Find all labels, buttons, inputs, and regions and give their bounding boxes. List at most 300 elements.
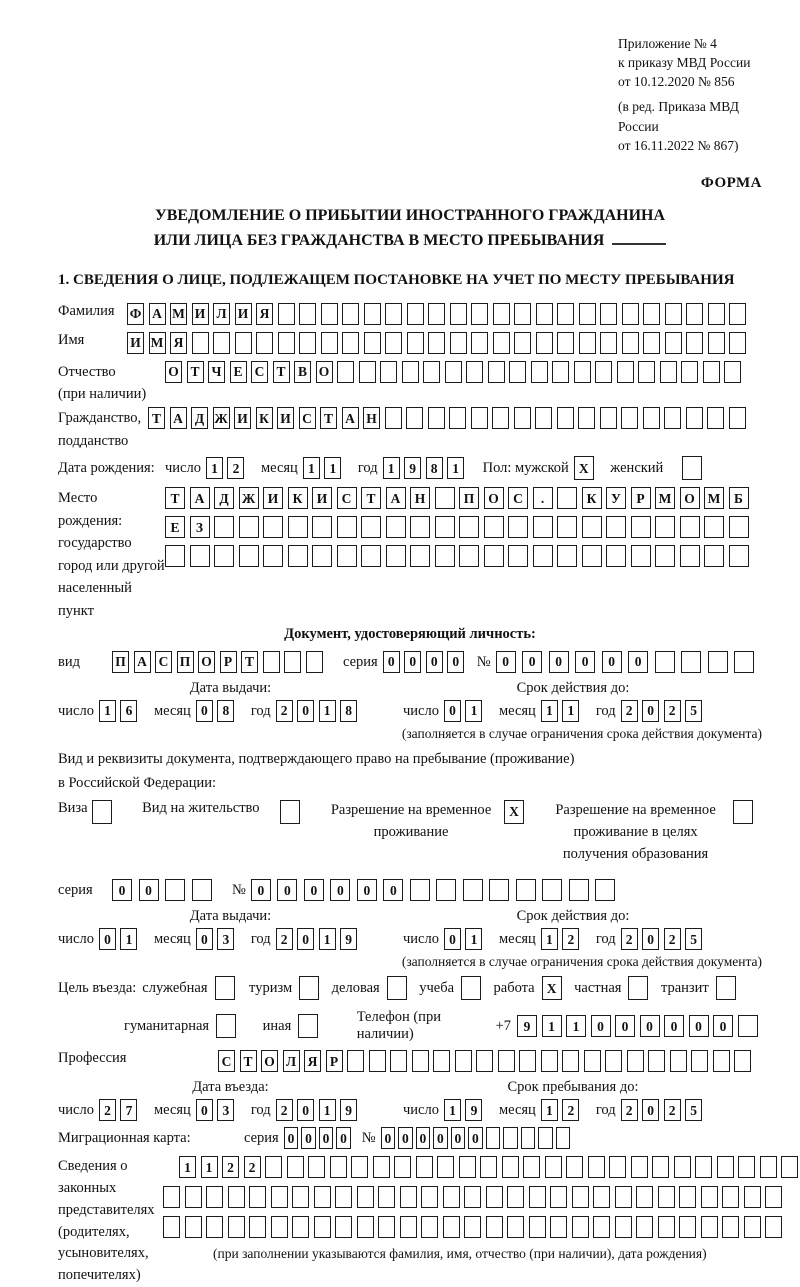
- char-cell[interactable]: [622, 332, 639, 354]
- char-cell[interactable]: 0: [196, 700, 213, 722]
- char-cell[interactable]: [562, 1050, 579, 1072]
- char-cell[interactable]: 1: [562, 700, 579, 722]
- char-cell[interactable]: Ж: [239, 487, 259, 509]
- char-cell[interactable]: 0: [640, 1015, 660, 1037]
- char-cell[interactable]: [569, 879, 589, 901]
- char-cell[interactable]: [185, 1216, 202, 1238]
- char-cell[interactable]: [615, 1186, 632, 1208]
- char-cell[interactable]: [708, 651, 728, 673]
- char-cell[interactable]: [631, 1156, 648, 1178]
- char-cell[interactable]: [738, 1015, 758, 1037]
- char-cell[interactable]: [263, 516, 283, 538]
- char-cell[interactable]: Р: [631, 487, 651, 509]
- char-cell[interactable]: 5: [685, 928, 702, 950]
- char-cell[interactable]: А: [149, 303, 166, 325]
- char-cell[interactable]: [507, 1186, 524, 1208]
- char-cell[interactable]: [459, 516, 479, 538]
- char-cell[interactable]: [704, 516, 724, 538]
- char-cell[interactable]: [631, 516, 651, 538]
- char-cell[interactable]: [638, 361, 655, 383]
- char-cell[interactable]: [717, 1156, 734, 1178]
- char-cell[interactable]: 0: [336, 1127, 351, 1149]
- char-cell[interactable]: [394, 1156, 411, 1178]
- char-cell[interactable]: [298, 1014, 318, 1038]
- char-cell[interactable]: [385, 407, 402, 429]
- char-cell[interactable]: 0: [426, 651, 443, 673]
- char-cell[interactable]: Т: [320, 407, 337, 429]
- char-cell[interactable]: П: [459, 487, 479, 509]
- char-cell[interactable]: И: [312, 487, 332, 509]
- char-cell[interactable]: Т: [241, 651, 258, 673]
- char-cell[interactable]: [364, 303, 381, 325]
- char-cell[interactable]: [686, 332, 703, 354]
- char-cell[interactable]: 1: [383, 457, 400, 479]
- char-cell[interactable]: 7: [120, 1099, 137, 1121]
- char-cell[interactable]: X: [542, 976, 562, 1000]
- char-cell[interactable]: [428, 303, 445, 325]
- char-cell[interactable]: И: [234, 407, 251, 429]
- char-cell[interactable]: [681, 651, 701, 673]
- char-cell[interactable]: [670, 1050, 687, 1072]
- char-cell[interactable]: [557, 303, 574, 325]
- char-cell[interactable]: [185, 1186, 202, 1208]
- char-cell[interactable]: [713, 1050, 730, 1072]
- char-cell[interactable]: Т: [165, 487, 185, 509]
- char-cell[interactable]: [380, 361, 397, 383]
- char-cell[interactable]: [502, 1156, 519, 1178]
- char-cell[interactable]: [357, 1216, 374, 1238]
- char-cell[interactable]: [679, 1216, 696, 1238]
- char-cell[interactable]: [386, 545, 406, 567]
- char-cell[interactable]: [299, 303, 316, 325]
- char-cell[interactable]: [239, 516, 259, 538]
- char-cell[interactable]: [308, 1156, 325, 1178]
- char-cell[interactable]: 0: [277, 879, 297, 901]
- char-cell[interactable]: [335, 1186, 352, 1208]
- char-cell[interactable]: 1: [303, 457, 320, 479]
- char-cell[interactable]: 0: [549, 651, 569, 673]
- char-cell[interactable]: [765, 1216, 782, 1238]
- char-cell[interactable]: [385, 303, 402, 325]
- char-cell[interactable]: [428, 407, 445, 429]
- char-cell[interactable]: [402, 361, 419, 383]
- char-cell[interactable]: [781, 1156, 798, 1178]
- char-cell[interactable]: [364, 332, 381, 354]
- char-cell[interactable]: [165, 545, 185, 567]
- char-cell[interactable]: [508, 516, 528, 538]
- char-cell[interactable]: 2: [621, 700, 638, 722]
- char-cell[interactable]: [416, 1156, 433, 1178]
- char-cell[interactable]: 0: [319, 1127, 334, 1149]
- char-cell[interactable]: [271, 1216, 288, 1238]
- char-cell[interactable]: [480, 1156, 497, 1178]
- char-cell[interactable]: [321, 303, 338, 325]
- char-cell[interactable]: [435, 487, 455, 509]
- char-cell[interactable]: [536, 332, 553, 354]
- char-cell[interactable]: [701, 1216, 718, 1238]
- char-cell[interactable]: [557, 516, 577, 538]
- char-cell[interactable]: 9: [465, 1099, 482, 1121]
- char-cell[interactable]: 1: [542, 1015, 562, 1037]
- char-cell[interactable]: [615, 1216, 632, 1238]
- char-cell[interactable]: 0: [689, 1015, 709, 1037]
- char-cell[interactable]: 0: [251, 879, 271, 901]
- char-cell[interactable]: [595, 879, 615, 901]
- char-cell[interactable]: К: [288, 487, 308, 509]
- char-cell[interactable]: [733, 800, 753, 824]
- char-cell[interactable]: [235, 332, 252, 354]
- char-cell[interactable]: Д: [191, 407, 208, 429]
- char-cell[interactable]: [192, 332, 209, 354]
- char-cell[interactable]: [523, 1156, 540, 1178]
- char-cell[interactable]: [716, 976, 736, 1000]
- char-cell[interactable]: 0: [615, 1015, 635, 1037]
- char-cell[interactable]: [335, 1216, 352, 1238]
- char-cell[interactable]: [729, 545, 749, 567]
- char-cell[interactable]: А: [342, 407, 359, 429]
- char-cell[interactable]: 0: [297, 700, 314, 722]
- char-cell[interactable]: 3: [217, 1099, 234, 1121]
- char-cell[interactable]: [606, 516, 626, 538]
- char-cell[interactable]: А: [134, 651, 151, 673]
- char-cell[interactable]: [658, 1186, 675, 1208]
- char-cell[interactable]: [533, 545, 553, 567]
- char-cell[interactable]: [493, 303, 510, 325]
- char-cell[interactable]: [722, 1216, 739, 1238]
- char-cell[interactable]: [192, 879, 212, 901]
- char-cell[interactable]: [299, 976, 319, 1000]
- char-cell[interactable]: [464, 1186, 481, 1208]
- char-cell[interactable]: К: [256, 407, 273, 429]
- char-cell[interactable]: [215, 976, 235, 1000]
- char-cell[interactable]: [437, 1156, 454, 1178]
- char-cell[interactable]: 5: [685, 700, 702, 722]
- char-cell[interactable]: 1: [465, 928, 482, 950]
- char-cell[interactable]: [631, 545, 651, 567]
- char-cell[interactable]: Т: [361, 487, 381, 509]
- char-cell[interactable]: [595, 361, 612, 383]
- char-cell[interactable]: [550, 1186, 567, 1208]
- char-cell[interactable]: [385, 332, 402, 354]
- char-cell[interactable]: Ч: [208, 361, 225, 383]
- char-cell[interactable]: [579, 303, 596, 325]
- char-cell[interactable]: [531, 361, 548, 383]
- char-cell[interactable]: 0: [575, 651, 595, 673]
- char-cell[interactable]: [228, 1216, 245, 1238]
- char-cell[interactable]: [314, 1216, 331, 1238]
- char-cell[interactable]: 0: [383, 879, 403, 901]
- char-cell[interactable]: [516, 879, 536, 901]
- char-cell[interactable]: 1: [206, 457, 223, 479]
- char-cell[interactable]: О: [680, 487, 700, 509]
- char-cell[interactable]: 0: [297, 928, 314, 950]
- char-cell[interactable]: [529, 1186, 546, 1208]
- char-cell[interactable]: 0: [642, 928, 659, 950]
- char-cell[interactable]: Е: [230, 361, 247, 383]
- char-cell[interactable]: [214, 516, 234, 538]
- char-cell[interactable]: П: [112, 651, 129, 673]
- char-cell[interactable]: 0: [196, 1099, 213, 1121]
- char-cell[interactable]: 0: [404, 651, 421, 673]
- char-cell[interactable]: [421, 1216, 438, 1238]
- char-cell[interactable]: Т: [273, 361, 290, 383]
- char-cell[interactable]: О: [484, 487, 504, 509]
- char-cell[interactable]: 0: [602, 651, 622, 673]
- char-cell[interactable]: [312, 516, 332, 538]
- char-cell[interactable]: 0: [444, 928, 461, 950]
- char-cell[interactable]: [542, 879, 562, 901]
- char-cell[interactable]: [436, 879, 456, 901]
- char-cell[interactable]: Я: [170, 332, 187, 354]
- char-cell[interactable]: 8: [217, 700, 234, 722]
- char-cell[interactable]: [584, 1050, 601, 1072]
- char-cell[interactable]: [249, 1186, 266, 1208]
- char-cell[interactable]: 2: [664, 1099, 681, 1121]
- char-cell[interactable]: Л: [213, 303, 230, 325]
- char-cell[interactable]: [476, 1050, 493, 1072]
- char-cell[interactable]: [337, 545, 357, 567]
- char-cell[interactable]: [450, 303, 467, 325]
- char-cell[interactable]: [461, 976, 481, 1000]
- char-cell[interactable]: 0: [664, 1015, 684, 1037]
- char-cell[interactable]: [410, 879, 430, 901]
- char-cell[interactable]: З: [190, 516, 210, 538]
- char-cell[interactable]: [707, 407, 724, 429]
- char-cell[interactable]: [265, 1156, 282, 1178]
- char-cell[interactable]: [636, 1216, 653, 1238]
- char-cell[interactable]: [627, 1050, 644, 1072]
- char-cell[interactable]: Н: [363, 407, 380, 429]
- char-cell[interactable]: Е: [165, 516, 185, 538]
- char-cell[interactable]: [351, 1156, 368, 1178]
- char-cell[interactable]: 0: [642, 1099, 659, 1121]
- char-cell[interactable]: Д: [214, 487, 234, 509]
- char-cell[interactable]: [695, 1156, 712, 1178]
- char-cell[interactable]: Н: [410, 487, 430, 509]
- char-cell[interactable]: [406, 407, 423, 429]
- char-cell[interactable]: [509, 361, 526, 383]
- char-cell[interactable]: [271, 1186, 288, 1208]
- char-cell[interactable]: [287, 1156, 304, 1178]
- char-cell[interactable]: [704, 545, 724, 567]
- char-cell[interactable]: [400, 1216, 417, 1238]
- char-cell[interactable]: 2: [562, 928, 579, 950]
- char-cell[interactable]: [433, 1050, 450, 1072]
- char-cell[interactable]: 9: [517, 1015, 537, 1037]
- char-cell[interactable]: К: [582, 487, 602, 509]
- char-cell[interactable]: П: [177, 651, 194, 673]
- char-cell[interactable]: [378, 1186, 395, 1208]
- char-cell[interactable]: И: [277, 407, 294, 429]
- char-cell[interactable]: 0: [398, 1127, 413, 1149]
- char-cell[interactable]: [760, 1156, 777, 1178]
- char-cell[interactable]: С: [155, 651, 172, 673]
- char-cell[interactable]: [660, 361, 677, 383]
- char-cell[interactable]: [652, 1156, 669, 1178]
- char-cell[interactable]: [566, 1156, 583, 1178]
- char-cell[interactable]: [278, 332, 295, 354]
- char-cell[interactable]: [407, 303, 424, 325]
- char-cell[interactable]: [507, 1216, 524, 1238]
- char-cell[interactable]: 9: [404, 457, 421, 479]
- char-cell[interactable]: [605, 1050, 622, 1072]
- char-cell[interactable]: [435, 545, 455, 567]
- char-cell[interactable]: 2: [621, 1099, 638, 1121]
- char-cell[interactable]: 2: [276, 1099, 293, 1121]
- char-cell[interactable]: [708, 303, 725, 325]
- char-cell[interactable]: 0: [304, 879, 324, 901]
- char-cell[interactable]: [471, 407, 488, 429]
- char-cell[interactable]: [628, 976, 648, 1000]
- char-cell[interactable]: [703, 361, 720, 383]
- char-cell[interactable]: 0: [383, 651, 400, 673]
- char-cell[interactable]: [321, 332, 338, 354]
- char-cell[interactable]: [280, 800, 300, 824]
- char-cell[interactable]: У: [606, 487, 626, 509]
- char-cell[interactable]: [486, 1127, 501, 1149]
- char-cell[interactable]: [443, 1216, 460, 1238]
- char-cell[interactable]: 1: [201, 1156, 218, 1178]
- char-cell[interactable]: [680, 516, 700, 538]
- char-cell[interactable]: [445, 361, 462, 383]
- char-cell[interactable]: [514, 332, 531, 354]
- char-cell[interactable]: [538, 1127, 553, 1149]
- char-cell[interactable]: [492, 407, 509, 429]
- char-cell[interactable]: 2: [276, 700, 293, 722]
- char-cell[interactable]: [361, 545, 381, 567]
- char-cell[interactable]: [292, 1216, 309, 1238]
- char-cell[interactable]: [314, 1186, 331, 1208]
- char-cell[interactable]: [292, 1186, 309, 1208]
- char-cell[interactable]: [622, 303, 639, 325]
- char-cell[interactable]: [655, 516, 675, 538]
- char-cell[interactable]: [92, 800, 112, 824]
- char-cell[interactable]: [600, 303, 617, 325]
- char-cell[interactable]: [557, 407, 574, 429]
- char-cell[interactable]: [574, 361, 591, 383]
- char-cell[interactable]: [214, 545, 234, 567]
- char-cell[interactable]: [390, 1050, 407, 1072]
- char-cell[interactable]: Ф: [127, 303, 144, 325]
- char-cell[interactable]: 1: [99, 700, 116, 722]
- char-cell[interactable]: 2: [664, 700, 681, 722]
- char-cell[interactable]: [337, 361, 354, 383]
- char-cell[interactable]: [503, 1127, 518, 1149]
- char-cell[interactable]: 2: [227, 457, 244, 479]
- char-cell[interactable]: [459, 545, 479, 567]
- char-cell[interactable]: [686, 303, 703, 325]
- char-cell[interactable]: 2: [222, 1156, 239, 1178]
- char-cell[interactable]: [493, 332, 510, 354]
- char-cell[interactable]: 1: [319, 700, 336, 722]
- char-cell[interactable]: 0: [447, 651, 464, 673]
- char-cell[interactable]: О: [198, 651, 215, 673]
- char-cell[interactable]: [729, 332, 746, 354]
- char-cell[interactable]: [744, 1216, 761, 1238]
- char-cell[interactable]: [541, 1050, 558, 1072]
- char-cell[interactable]: [450, 332, 467, 354]
- char-cell[interactable]: [519, 1050, 536, 1072]
- char-cell[interactable]: [330, 1156, 347, 1178]
- char-cell[interactable]: [582, 516, 602, 538]
- char-cell[interactable]: [400, 1186, 417, 1208]
- char-cell[interactable]: С: [251, 361, 268, 383]
- char-cell[interactable]: И: [127, 332, 144, 354]
- char-cell[interactable]: [387, 976, 407, 1000]
- char-cell[interactable]: [386, 516, 406, 538]
- char-cell[interactable]: 2: [244, 1156, 261, 1178]
- char-cell[interactable]: Р: [220, 651, 237, 673]
- char-cell[interactable]: [312, 545, 332, 567]
- char-cell[interactable]: 1: [447, 457, 464, 479]
- char-cell[interactable]: [284, 651, 301, 673]
- char-cell[interactable]: О: [261, 1050, 278, 1072]
- char-cell[interactable]: [361, 516, 381, 538]
- char-cell[interactable]: [593, 1216, 610, 1238]
- char-cell[interactable]: [701, 1186, 718, 1208]
- char-cell[interactable]: 2: [276, 928, 293, 950]
- char-cell[interactable]: М: [149, 332, 166, 354]
- char-cell[interactable]: [435, 516, 455, 538]
- char-cell[interactable]: [471, 332, 488, 354]
- char-cell[interactable]: 1: [120, 928, 137, 950]
- char-cell[interactable]: [423, 361, 440, 383]
- char-cell[interactable]: [593, 1186, 610, 1208]
- char-cell[interactable]: [552, 361, 569, 383]
- char-cell[interactable]: [213, 332, 230, 354]
- char-cell[interactable]: [572, 1186, 589, 1208]
- char-cell[interactable]: Я: [256, 303, 273, 325]
- char-cell[interactable]: 1: [566, 1015, 586, 1037]
- char-cell[interactable]: [190, 545, 210, 567]
- char-cell[interactable]: [463, 879, 483, 901]
- char-cell[interactable]: [239, 545, 259, 567]
- char-cell[interactable]: [708, 332, 725, 354]
- char-cell[interactable]: [466, 361, 483, 383]
- char-cell[interactable]: 1: [319, 928, 336, 950]
- char-cell[interactable]: [550, 1216, 567, 1238]
- char-cell[interactable]: 0: [416, 1127, 431, 1149]
- char-cell[interactable]: [655, 545, 675, 567]
- char-cell[interactable]: 0: [381, 1127, 396, 1149]
- char-cell[interactable]: 8: [426, 457, 443, 479]
- char-cell[interactable]: [278, 303, 295, 325]
- char-cell[interactable]: [263, 545, 283, 567]
- char-cell[interactable]: [288, 545, 308, 567]
- char-cell[interactable]: [572, 1216, 589, 1238]
- char-cell[interactable]: [643, 407, 660, 429]
- char-cell[interactable]: М: [170, 303, 187, 325]
- char-cell[interactable]: [557, 545, 577, 567]
- char-cell[interactable]: 0: [284, 1127, 299, 1149]
- char-cell[interactable]: 2: [621, 928, 638, 950]
- char-cell[interactable]: [165, 879, 185, 901]
- char-cell[interactable]: [729, 516, 749, 538]
- char-cell[interactable]: [486, 1216, 503, 1238]
- char-cell[interactable]: [471, 303, 488, 325]
- char-cell[interactable]: 1: [319, 1099, 336, 1121]
- char-cell[interactable]: [664, 407, 681, 429]
- char-cell[interactable]: 1: [324, 457, 341, 479]
- char-cell[interactable]: 0: [99, 928, 116, 950]
- char-cell[interactable]: Т: [148, 407, 165, 429]
- char-cell[interactable]: [342, 303, 359, 325]
- char-cell[interactable]: [412, 1050, 429, 1072]
- char-cell[interactable]: 6: [120, 700, 137, 722]
- char-cell[interactable]: [378, 1216, 395, 1238]
- char-cell[interactable]: [443, 1186, 460, 1208]
- char-cell[interactable]: [410, 545, 430, 567]
